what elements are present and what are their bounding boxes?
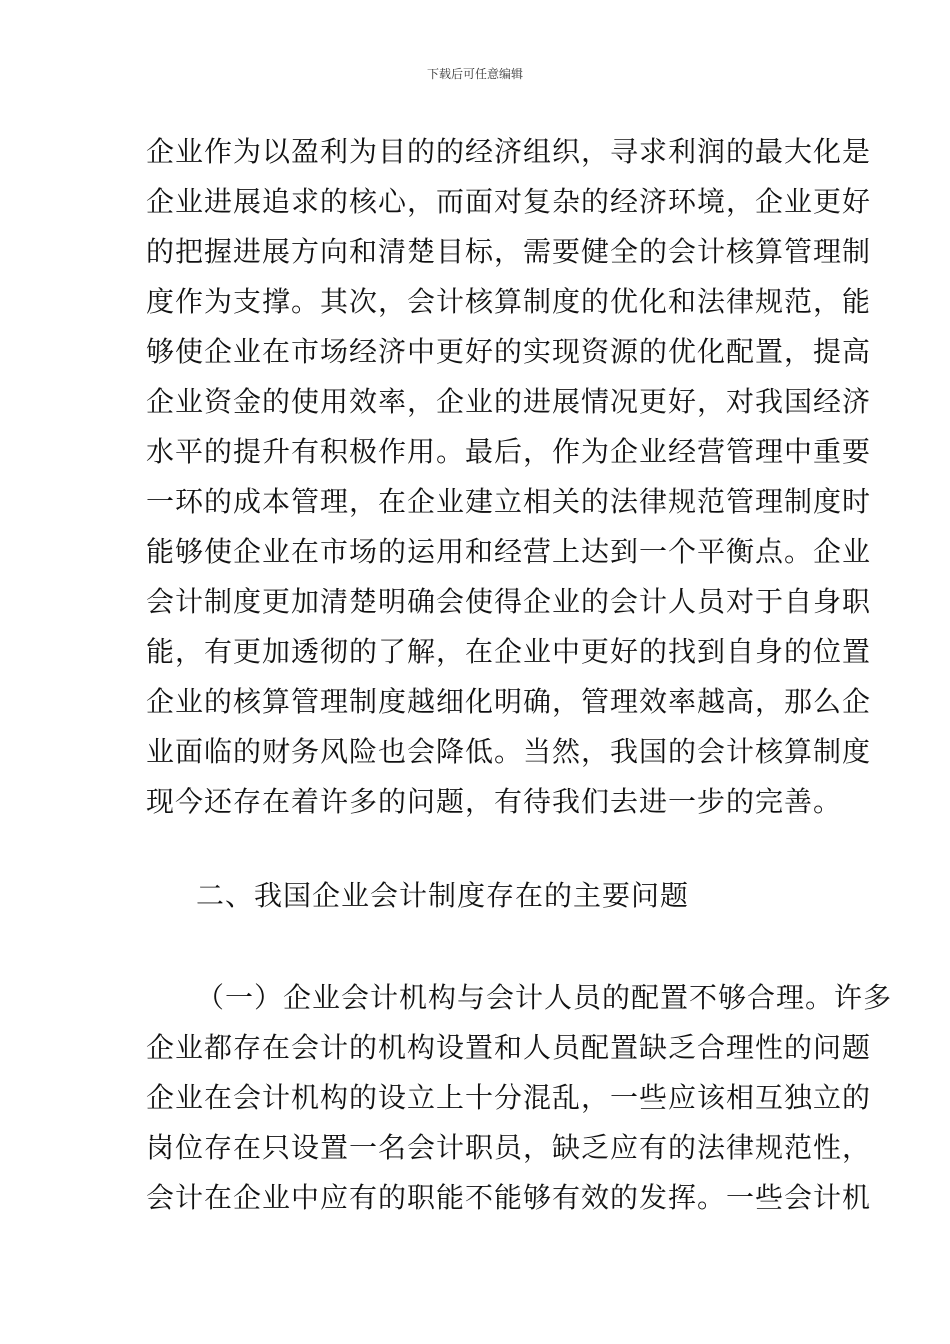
text-line: 现今还存在着许多的问题，有待我们去进一步的完善。 [146, 785, 843, 818]
text-line: 业面临的财务风险也会降低。当然，我国的会计核算制度 [146, 735, 872, 768]
text-line: 能够使企业在市场的运用和经营上达到一个平衡点。企业 [146, 535, 872, 568]
text-line: 会计在企业中应有的职能不能够有效的发挥。一些会计机 [146, 1181, 872, 1214]
text-line: 企业在会计机构的设立上十分混乱，一些应该相互独立的 [146, 1081, 872, 1114]
text-line: 水平的提升有积极作用。最后，作为企业经营管理中重要 [146, 435, 872, 468]
text-line: 够使企业在市场经济中更好的实现资源的优化配置，提高 [146, 335, 872, 368]
section-heading: 二、我国企业会计制度存在的主要问题 [196, 879, 690, 912]
page-header: 下载后可任意编辑 [426, 67, 523, 81]
text-line: （一）企业会计机构与会计人员的配置不够合理。许多 [196, 981, 893, 1014]
text-line: 企业进展追求的核心，而面对复杂的经济环境，企业更好 [146, 185, 872, 218]
text-line: 度作为支撑。其次，会计核算制度的优化和法律规范，能 [146, 285, 872, 318]
text-line: 的把握进展方向和清楚目标，需要健全的会计核算管理制 [146, 235, 872, 268]
text-line: 企业的核算管理制度越细化明确，管理效率越高，那么企 [146, 685, 872, 718]
text-line: 企业资金的使用效率，企业的进展情况更好，对我国经济 [146, 385, 872, 418]
text-line: 一环的成本管理，在企业建立相关的法律规范管理制度时 [146, 485, 872, 518]
text-line: 企业都存在会计的机构设置和人员配置缺乏合理性的问题 [146, 1031, 872, 1064]
text-line: 能，有更加透彻的了解，在企业中更好的找到自身的位置 [146, 635, 872, 668]
text-line: 会计制度更加清楚明确会使得企业的会计人员对于自身职 [146, 585, 872, 618]
text-line: 企业作为以盈利为目的的经济组织，寻求利润的最大化是 [146, 135, 872, 168]
text-line: 岗位存在只设置一名会计职员，缺乏应有的法律规范性， [146, 1131, 872, 1164]
